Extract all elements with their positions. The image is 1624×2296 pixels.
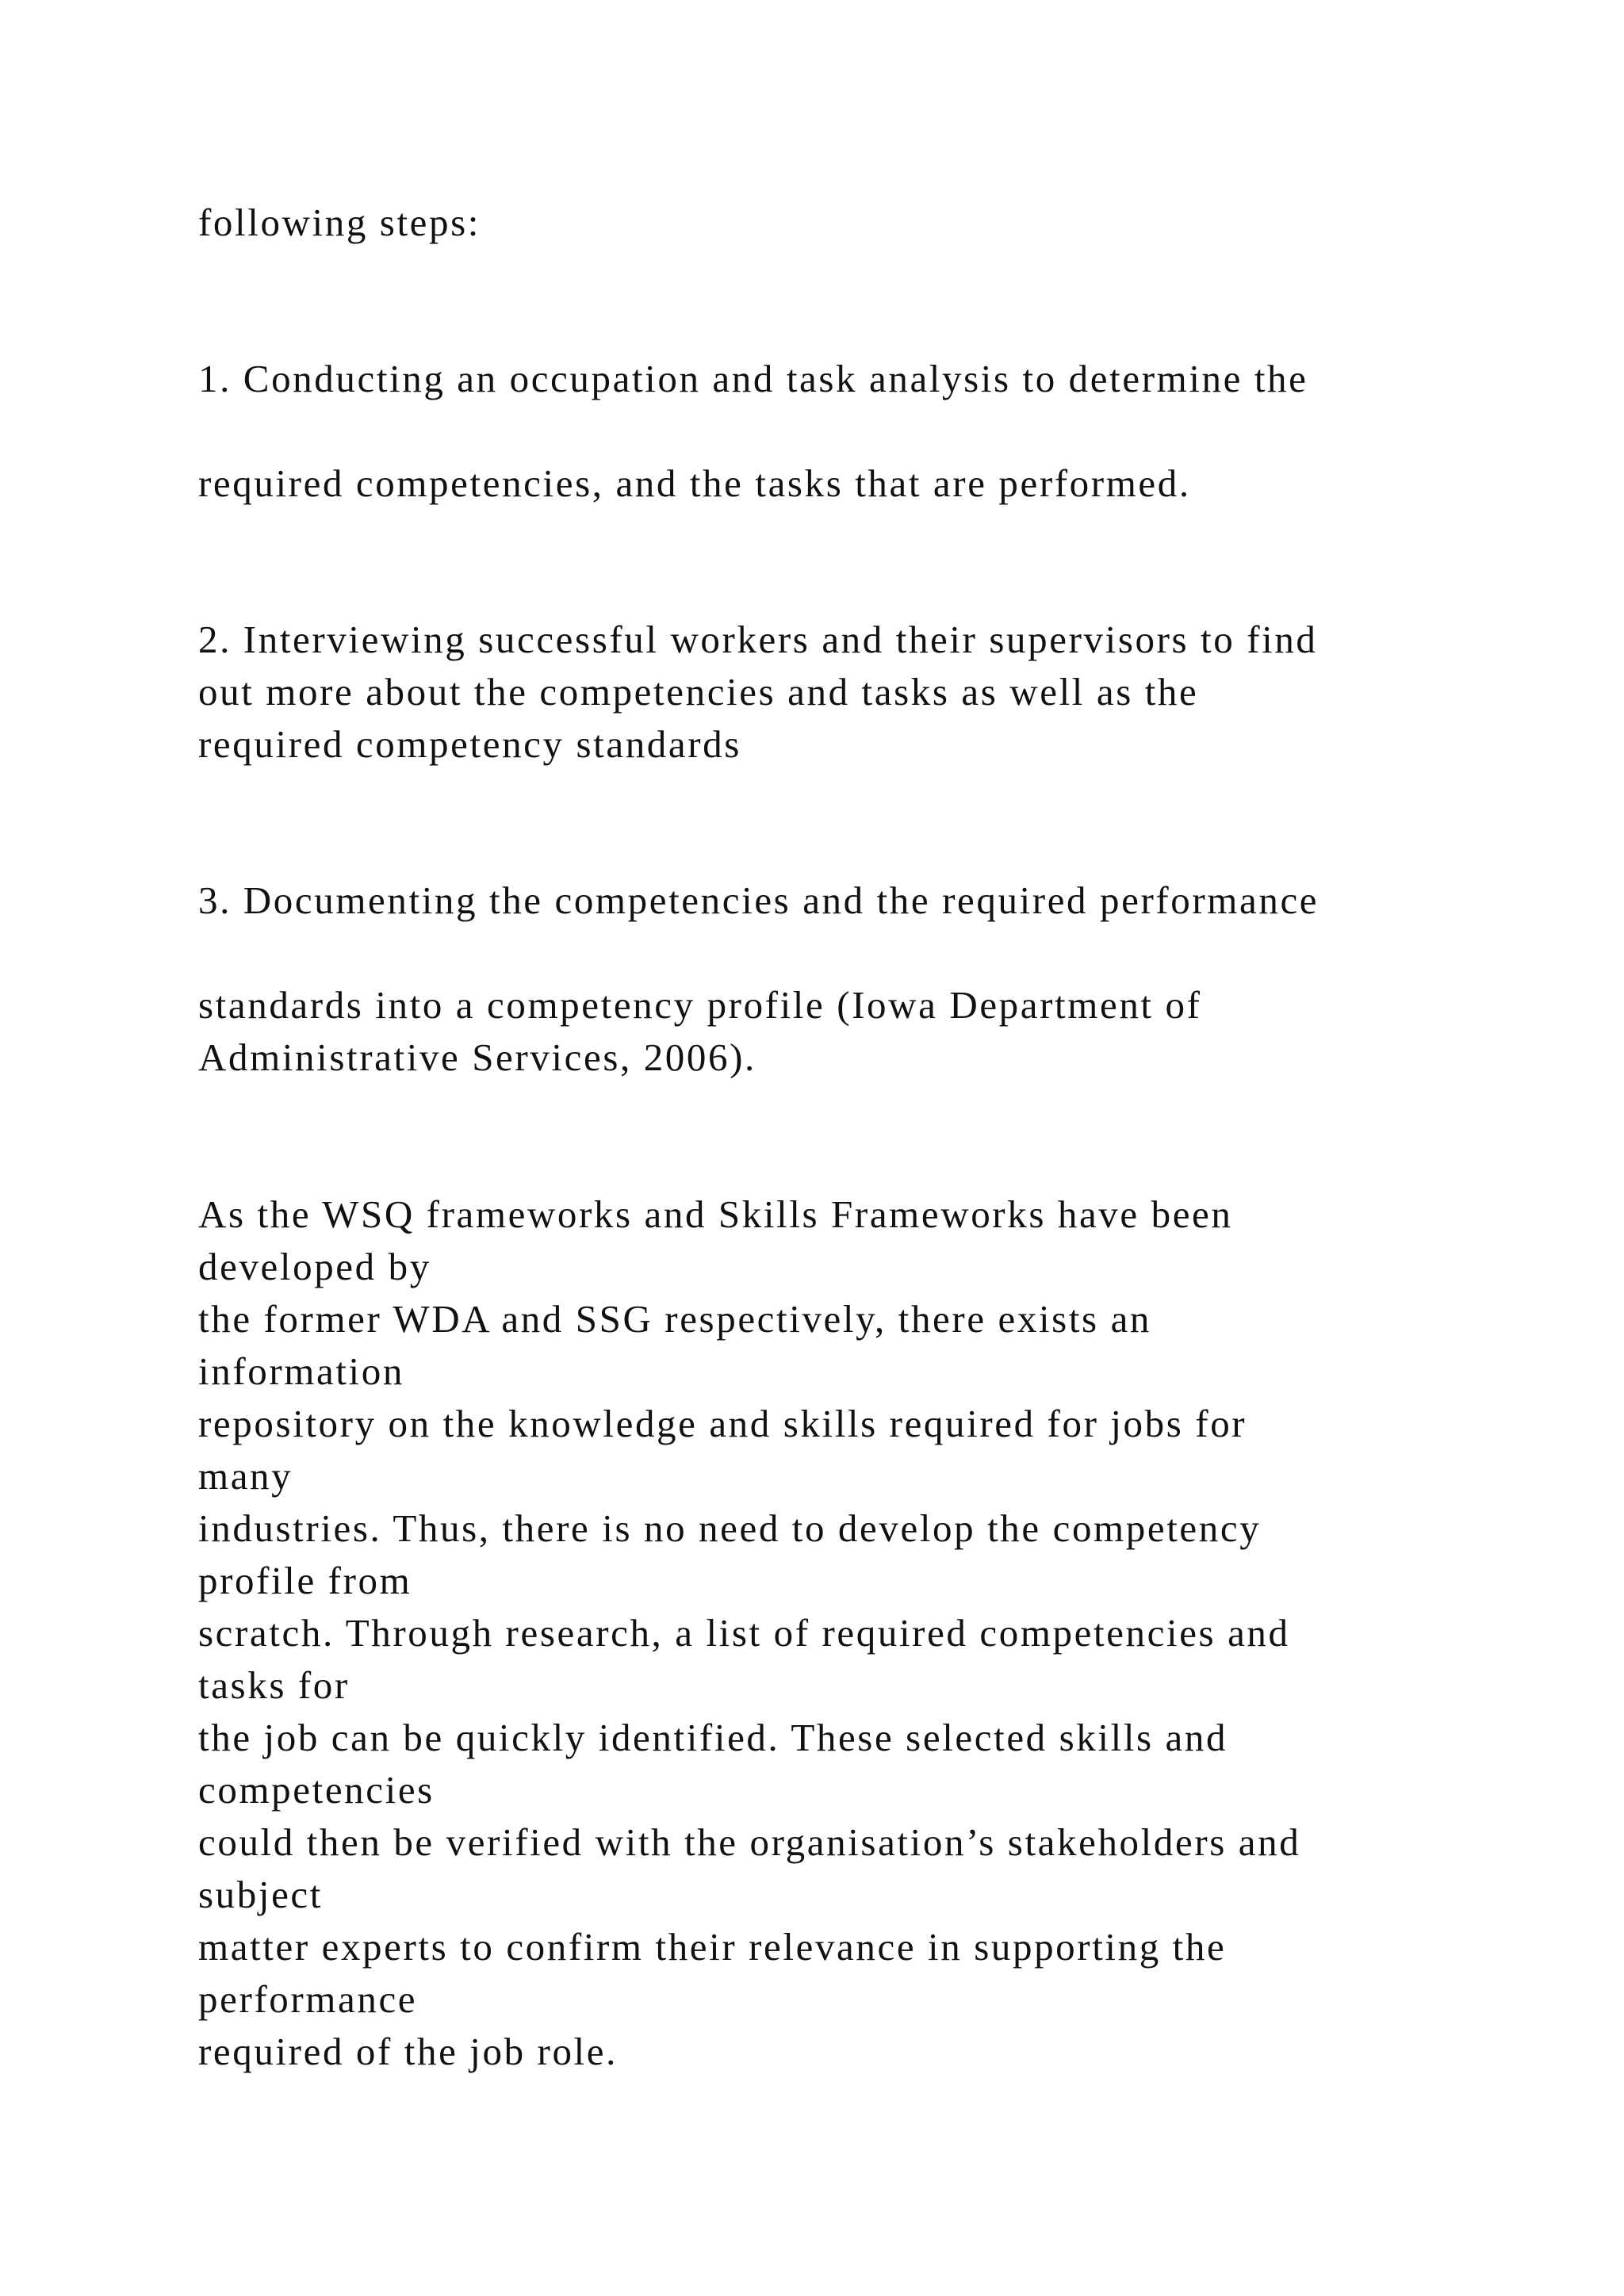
text-line: the job can be quickly identified. These selected skills and [198,1716,1228,1759]
text-line: out more about the competencies and tasks as well as the [198,670,1199,714]
text-line: profile from [198,1559,412,1602]
text-line: many [198,1454,293,1498]
text-line: required of the job role. [198,2030,618,2073]
text-line: competencies [198,1768,435,1812]
text-line: Administrative Services, 2006). [198,1035,756,1079]
text-line: the former WDA and SSG respectively, there exists an [198,1297,1152,1341]
text-line: information [198,1349,404,1393]
text-line: industries. Thus, there is no need to develop the competency [198,1506,1262,1550]
text-line: subject [198,1873,323,1916]
text-line: scratch. Through research, a list of required competencies and [198,1611,1290,1655]
text-line: following steps: [198,201,481,244]
text-line: 3. Documenting the competencies and the required performance [198,878,1320,922]
text-line: 2. Interviewing successful workers and their supervisors to find [198,618,1318,661]
text-line: required competency standards [198,722,741,766]
text-line: performance [198,1977,418,2021]
text-line: standards into a competency profile (Iowa Department of [198,983,1202,1027]
text-line: could then be verified with the organisation’s stakeholders and [198,1820,1301,1864]
text-line: repository on the knowledge and skills required for jobs for [198,1402,1247,1445]
text-line: tasks for [198,1663,350,1707]
text-line: required competencies, and the tasks that are performed. [198,461,1191,505]
text-line: 1. Conducting an occupation and task analysis to determine the [198,357,1308,400]
text-line: As the WSQ frameworks and Skills Frameworks have been [198,1192,1233,1236]
text-line: developed by [198,1245,431,1288]
text-line: matter experts to confirm their relevance in supporting the [198,1925,1227,1969]
